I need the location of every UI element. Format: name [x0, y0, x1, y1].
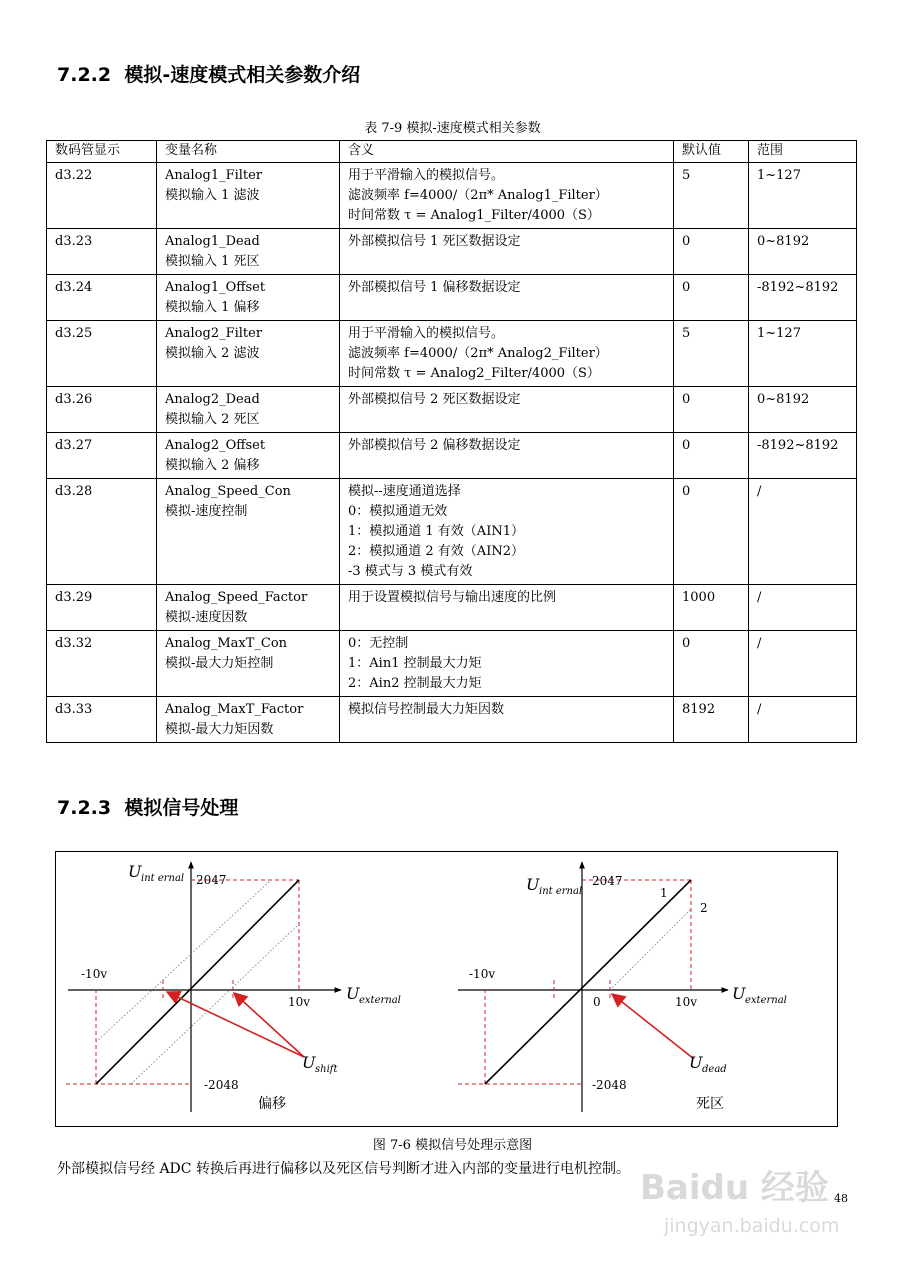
cell-code: d3.24	[47, 275, 157, 321]
cell-meaning-line: 外部模拟信号 1 偏移数据设定	[348, 280, 521, 295]
cell-meaning	[340, 631, 674, 697]
body-paragraph: 外部模拟信号经 ADC 转换后再进行偏移以及死区信号判断才进入内部的变量进行电机控制。	[57, 1161, 630, 1177]
x-axis-label-sub: external	[359, 995, 401, 1006]
cell-meaning	[340, 387, 674, 433]
table-row	[47, 321, 857, 387]
section-title: 模拟信号处理	[124, 797, 239, 819]
section-heading-7-2-2	[57, 60, 360, 87]
header-code: 数码管显示	[47, 141, 157, 163]
watermark-brand: Baidu 经验	[640, 1168, 829, 1208]
section-title: 模拟-速度模式相关参数介绍	[124, 64, 361, 86]
cell-code: d3.32	[47, 631, 157, 697]
x-zero-label: 0	[593, 995, 601, 1009]
y-axis-label: U	[526, 875, 540, 894]
shift-label-sub: shift	[315, 1064, 338, 1075]
cell-range: /	[749, 479, 857, 585]
deadzone-caption: 死区	[696, 1096, 724, 1112]
cell-meaning-line: 模拟信号控制最大力矩因数	[348, 702, 505, 717]
cell-code: d3.22	[47, 163, 157, 229]
cell-meaning	[340, 697, 674, 743]
cell-meaning-line: 滤波频率 f=4000/（2π* Analog1_Filter）	[348, 188, 608, 203]
cell-meaning-line: 0：模拟通道无效	[348, 504, 448, 519]
cell-name-line: 模拟输入 2 偏移	[165, 458, 260, 473]
cell-name-line: Analog2_Dead	[165, 392, 260, 407]
header-meaning: 含义	[340, 141, 674, 163]
line-2-label: 2	[700, 901, 708, 915]
y-max-label: 2047	[196, 873, 227, 887]
cell-range: -8192~8192	[749, 433, 857, 479]
cell-meaning	[340, 585, 674, 631]
figure-caption: 图 7-6 模拟信号处理示意图	[372, 1138, 533, 1153]
cell-code: d3.23	[47, 229, 157, 275]
table-row	[47, 275, 857, 321]
y-min-label: -2048	[592, 1078, 627, 1092]
deadzone-diagram	[458, 862, 787, 1112]
cell-name-line: Analog_Speed_Factor	[165, 590, 308, 605]
cell-meaning-line: 1：Ain1 控制最大力矩	[348, 656, 482, 671]
cell-name-line: Analog2_Filter	[165, 326, 263, 341]
offset-diagram	[66, 862, 401, 1112]
cell-meaning-line: 2：模拟通道 2 有效（AIN2）	[348, 544, 524, 559]
x-max-label: 10v	[288, 995, 311, 1009]
cell-meaning-line: 时间常数 τ = Analog2_Filter/4000（S）	[348, 366, 600, 381]
cell-name	[157, 275, 340, 321]
cell-default: 0	[674, 433, 749, 479]
cell-range: /	[749, 697, 857, 743]
cell-meaning	[340, 321, 674, 387]
cell-meaning-line: 用于设置模拟信号与输出速度的比例	[348, 590, 557, 605]
cell-meaning	[340, 163, 674, 229]
cell-meaning-line: 1：模拟通道 1 有效（AIN1）	[348, 524, 524, 539]
table-row	[47, 697, 857, 743]
cell-meaning	[340, 229, 674, 275]
cell-range: 1~127	[749, 163, 857, 229]
x-axis-label: U	[346, 984, 360, 1003]
x-max-label: 10v	[675, 995, 698, 1009]
cell-name-line: Analog2_Offset	[165, 438, 266, 453]
cell-code: d3.26	[47, 387, 157, 433]
table-row	[47, 163, 857, 229]
cell-default: 5	[674, 163, 749, 229]
header-name: 变量名称	[157, 141, 340, 163]
cell-meaning-line: 2：Ain2 控制最大力矩	[348, 676, 482, 691]
cell-default: 5	[674, 321, 749, 387]
cell-meaning	[340, 479, 674, 585]
page-number: 48	[834, 1192, 848, 1205]
cell-name-line: 模拟输入 1 死区	[165, 254, 260, 269]
shift-pointer	[167, 992, 304, 1057]
cell-name	[157, 631, 340, 697]
x-min-label: -10v	[469, 967, 496, 981]
limit-guides	[458, 880, 691, 1084]
shifted-line-down	[131, 924, 299, 1084]
header-default: 默认值	[674, 141, 749, 163]
cell-name-line: Analog1_Dead	[165, 234, 260, 249]
cell-name-line: 模拟输入 1 滤波	[165, 188, 260, 203]
cell-meaning-line: 外部模拟信号 1 死区数据设定	[348, 234, 521, 249]
cell-range: /	[749, 631, 857, 697]
cell-range: -8192~8192	[749, 275, 857, 321]
cell-name	[157, 479, 340, 585]
cell-name-line: 模拟-最大力矩控制	[165, 656, 274, 671]
y-max-label: 2047	[592, 874, 623, 888]
cell-name-line: 模拟-速度控制	[165, 504, 248, 519]
table-row	[47, 387, 857, 433]
table-header-row	[47, 141, 857, 163]
line-1	[485, 880, 691, 1084]
line-1-label: 1	[660, 886, 668, 900]
shifted-line-up	[96, 880, 271, 1042]
cell-meaning-line: 用于平滑输入的模拟信号。	[348, 326, 505, 341]
cell-meaning-line: 时间常数 τ = Analog1_Filter/4000（S）	[348, 208, 600, 223]
cell-range: 1~127	[749, 321, 857, 387]
cell-meaning-line: 外部模拟信号 2 死区数据设定	[348, 392, 521, 407]
y-axis-label-sub: int ernal	[539, 886, 583, 897]
cell-code: d3.27	[47, 433, 157, 479]
cell-default: 1000	[674, 585, 749, 631]
cell-range: 0~8192	[749, 387, 857, 433]
cell-name	[157, 387, 340, 433]
cell-name	[157, 697, 340, 743]
limit-guides	[66, 880, 299, 1084]
cell-name-line: Analog_MaxT_Con	[165, 636, 288, 651]
cell-name-line: Analog1_Offset	[165, 280, 266, 295]
section-heading-7-2-3	[57, 793, 238, 820]
cell-default: 0	[674, 387, 749, 433]
transfer-line	[96, 880, 299, 1084]
dead-label-sub: dead	[702, 1064, 727, 1075]
section-number: 7.2.3	[57, 797, 112, 819]
y-axis-label-sub: int ernal	[141, 873, 185, 884]
cell-name-line: Analog1_Filter	[165, 168, 263, 183]
table-row	[47, 229, 857, 275]
watermark-url: jingyan.baidu.com	[664, 1215, 840, 1237]
cell-meaning-line: -3 模式与 3 模式有效	[348, 564, 473, 579]
cell-name	[157, 321, 340, 387]
cell-meaning	[340, 275, 674, 321]
offset-caption: 偏移	[258, 1096, 286, 1112]
table-row	[47, 479, 857, 585]
cell-name-line: 模拟输入 2 滤波	[165, 346, 260, 361]
cell-name	[157, 163, 340, 229]
cell-meaning-line: 模拟--速度通道选择	[348, 484, 461, 499]
cell-code: d3.29	[47, 585, 157, 631]
cell-name-line: 模拟输入 1 偏移	[165, 300, 260, 315]
table-row	[47, 585, 857, 631]
cell-default: 0	[674, 631, 749, 697]
y-axis-label: U	[128, 862, 142, 881]
parameter-table	[46, 140, 857, 743]
cell-name	[157, 585, 340, 631]
x-axis-label-sub: external	[745, 995, 787, 1006]
cell-default: 8192	[674, 697, 749, 743]
cell-default: 0	[674, 229, 749, 275]
cell-range: /	[749, 585, 857, 631]
cell-range: 0~8192	[749, 229, 857, 275]
cell-name-line: 模拟输入 2 死区	[165, 412, 260, 427]
table-row	[47, 433, 857, 479]
x-min-label: -10v	[81, 967, 108, 981]
cell-name	[157, 433, 340, 479]
cell-default: 0	[674, 275, 749, 321]
header-range: 范围	[749, 141, 857, 163]
cell-name-line: 模拟-最大力矩因数	[165, 722, 274, 737]
cell-name-line: Analog_MaxT_Factor	[165, 702, 304, 717]
table-caption: 表 7-9 模拟-速度模式相关参数	[364, 121, 541, 136]
cell-meaning-line: 用于平滑输入的模拟信号。	[348, 168, 505, 183]
cell-meaning-line: 0：无控制	[348, 636, 409, 651]
cell-name-line: Analog_Speed_Con	[165, 484, 291, 499]
table-row	[47, 631, 857, 697]
shift-label: U	[302, 1053, 316, 1072]
cell-default: 0	[674, 479, 749, 585]
cell-name-line: 模拟-速度因数	[165, 610, 248, 625]
table-body	[47, 163, 857, 743]
cell-code: d3.33	[47, 697, 157, 743]
dead-label: U	[689, 1053, 703, 1072]
cell-meaning-line: 外部模拟信号 2 偏移数据设定	[348, 438, 521, 453]
x-axis-label: U	[732, 984, 746, 1003]
section-number: 7.2.2	[57, 64, 112, 86]
y-min-label: -2048	[204, 1078, 239, 1092]
cell-code: d3.25	[47, 321, 157, 387]
cell-meaning	[340, 433, 674, 479]
cell-name	[157, 229, 340, 275]
figure-frame	[55, 851, 838, 1127]
signal-processing-diagram	[56, 852, 837, 1126]
cell-code: d3.28	[47, 479, 157, 585]
cell-meaning-line: 滤波频率 f=4000/（2π* Analog2_Filter）	[348, 346, 608, 361]
